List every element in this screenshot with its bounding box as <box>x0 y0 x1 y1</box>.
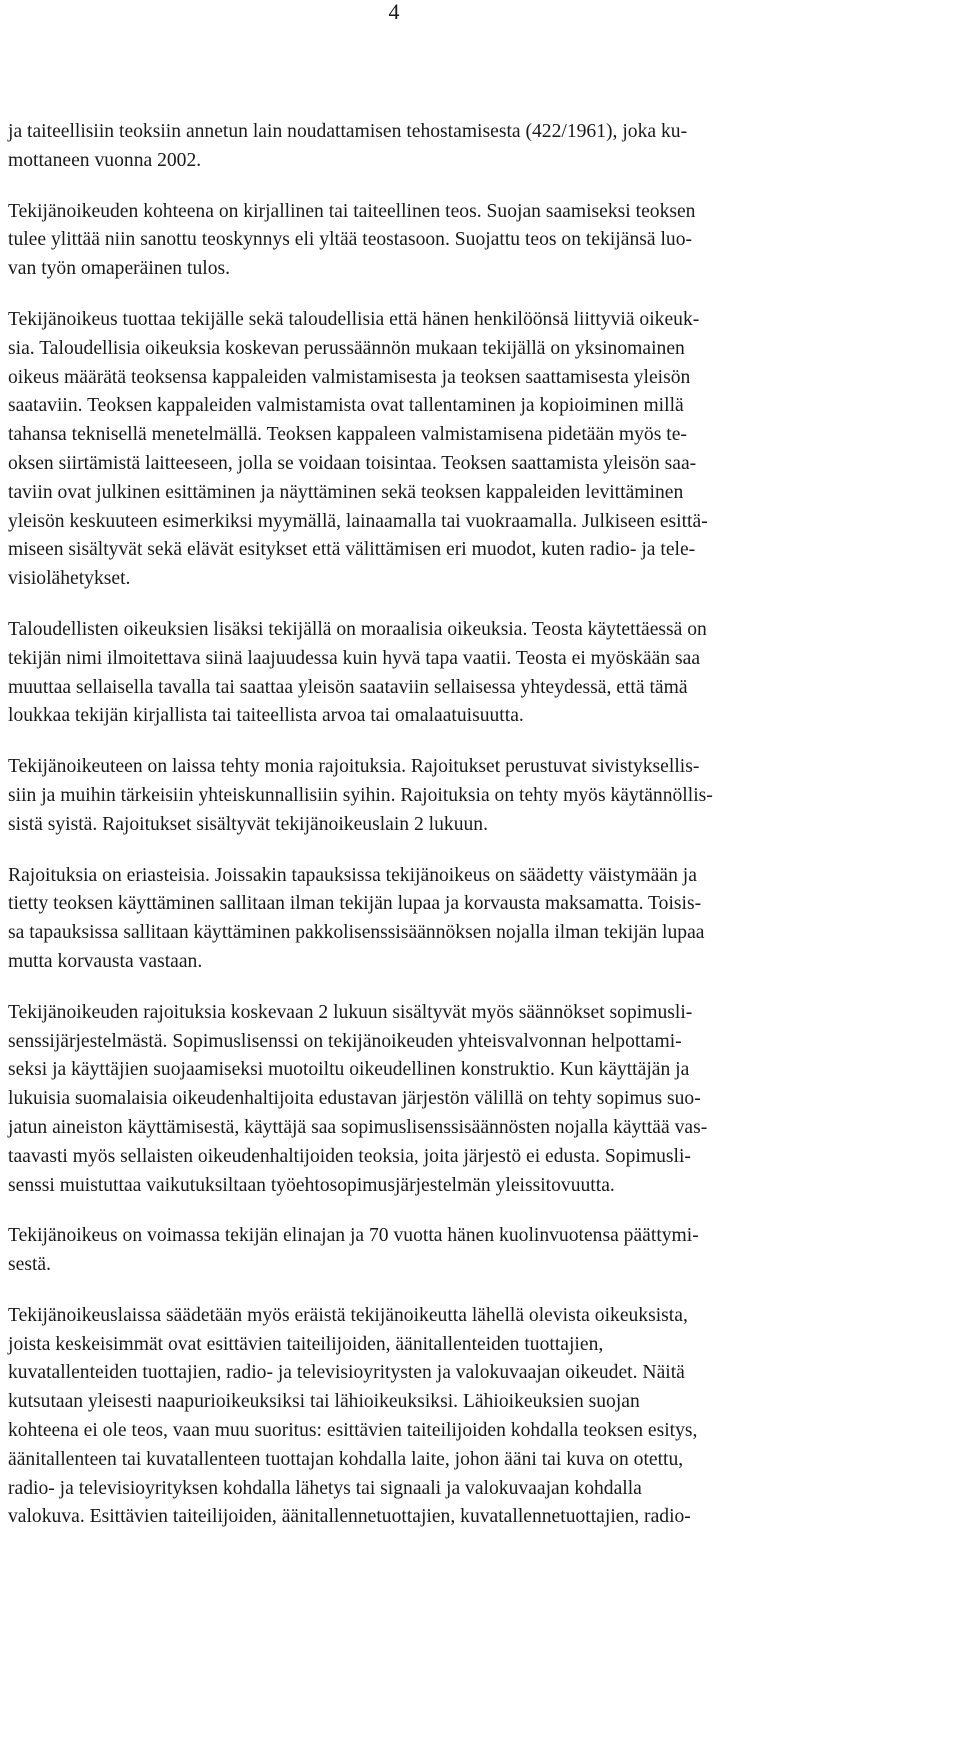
text-line: radio- ja televisioyrityksen kohdalla lähetys tai signaali ja valokuvaajan kohdalla <box>8 1477 642 1499</box>
text-line: sistä syistä. Rajoitukset sisältyvät tekijänoikeuslain 2 lukuun. <box>8 813 488 835</box>
text-line: kohteena ei ole teos, vaan muu suoritus: esittävien taiteilijoiden kohdalla teoksen esitys, <box>8 1420 698 1442</box>
paragraph <box>8 862 958 977</box>
text-line: saataviin. Teoksen kappaleiden valmistamista ovat tallentaminen ja kopioiminen millä <box>8 395 684 417</box>
text-line: seksi ja käyttäjien suojaamiseksi muotoiltu oikeudellinen konstruktio. Kun käyttäjän ja <box>8 1059 690 1081</box>
text-line: senssijärjestelmästä. Sopimuslisenssi on tekijänoikeuden yhteisvalvonnan helpottami- <box>8 1030 682 1052</box>
text-line: sestä. <box>8 1254 51 1276</box>
text-line: joista keskeisimmät ovat esittävien taiteilijoiden, äänitallenteiden tuottajien, <box>8 1333 604 1355</box>
paragraph <box>8 999 958 1201</box>
paragraph <box>8 198 958 284</box>
text-line: ja taiteellisiin teoksiin annetun lain noudattamisen tehostamisesta (422/1961), joka ku- <box>8 121 688 142</box>
paragraph <box>8 616 958 731</box>
text-line: lukuisia suomalaisia oikeudenhaltijoita edustavan järjestön välillä on tehty sopimus suo- <box>8 1088 701 1110</box>
text-line: oikeus määrätä teoksensa kappaleiden valmistamisesta ja teoksen saattamisesta yleisön <box>8 366 691 388</box>
text-line: valokuva. Esittävien taiteilijoiden, äänitallennetuottajien, kuvatallennetuottajien, radio- <box>8 1506 691 1528</box>
text-line: mottaneen vuonna 2002. <box>8 149 202 171</box>
page-number: 4 <box>388 0 400 24</box>
paragraph <box>8 118 958 176</box>
document-body <box>8 118 958 1554</box>
text-line: äänitallenteen tai kuvatallenteen tuottajan kohdalla laite, johon ääni tai kuva on otettu, <box>8 1448 684 1470</box>
paragraph <box>8 753 958 839</box>
text-line: kuvatallenteiden tuottajien, radio- ja televisioyritysten ja valokuvaajan oikeudet. Näitä <box>8 1362 685 1384</box>
text-line: Tekijänoikeus on voimassa tekijän elinajan ja 70 vuotta hänen kuolinvuotensa päättymi- <box>8 1225 699 1247</box>
paragraph <box>8 306 958 594</box>
text-line: tietty teoksen käyttäminen sallitaan ilman tekijän lupaa ja korvausta maksamatta. Toisis- <box>8 893 702 915</box>
text-line: sa tapauksissa sallitaan käyttäminen pakkolisenssisäännöksen nojalla ilman tekijän lupaa <box>8 922 705 944</box>
text-line: Tekijänoikeuteen on laissa tehty monia rajoituksia. Rajoitukset perustuvat sivistyksellis- <box>8 756 700 778</box>
text-line: taviin ovat julkinen esittäminen ja näyttäminen sekä teoksen kappaleiden levittäminen <box>8 481 684 503</box>
text-line: siin ja muihin tärkeisiin yhteiskunnallisiin syihin. Rajoituksia on tehty myös käytännöllis- <box>8 784 713 806</box>
text-line: loukkaa tekijän kirjallista tai taiteellista arvoa tai omalaatuisuutta. <box>8 705 524 727</box>
text-line: Tekijänoikeuden kohteena on kirjallinen tai taiteellinen teos. Suojan saamiseksi teoksen <box>8 200 696 222</box>
text-line: sia. Taloudellisia oikeuksia koskevan perussäännön mukaan tekijällä on yksinomainen <box>8 337 685 359</box>
text-line: Taloudellisten oikeuksien lisäksi tekijällä on moraalisia oikeuksia. Teosta käytettäessä on <box>8 618 707 640</box>
text-line: senssi muistuttaa vaikutuksiltaan työehtosopimusjärjestelmän yleissitovuutta. <box>8 1174 615 1196</box>
text-line: visiolähetykset. <box>8 568 131 590</box>
paragraph <box>8 1222 958 1280</box>
text-line: oksen siirtämistä laitteeseen, jolla se voidaan toisintaa. Teoksen saattamista yleisön saa- <box>8 452 697 474</box>
text-line: yleisön keskuuteen esimerkiksi myymällä, lainaamalla tai vuokraamalla. Julkiseen esittä- <box>8 510 708 532</box>
text-line: tekijän nimi ilmoitettava siinä laajuudessa kuin hyvä tapa vaatii. Teosta ei myöskään saa <box>8 647 701 669</box>
text-line: kutsutaan yleisesti naapurioikeuksiksi tai lähioikeuksiksi. Lähioikeuksien suojan <box>8 1391 640 1413</box>
text-line: taavasti myös sellaisten oikeudenhaltijoiden teoksia, joita järjestö ei edusta. Sopimusli- <box>8 1145 691 1167</box>
text-line: van työn omaperäinen tulos. <box>8 258 231 280</box>
text-line: jatun aineiston käyttämisestä, käyttäjä saa sopimuslisenssisäännösten nojalla käyttää vas- <box>8 1116 708 1138</box>
text-line: Tekijänoikeus tuottaa tekijälle sekä taloudellisia että hänen henkilöönsä liittyviä oikeuk- <box>8 308 700 330</box>
text-line: tulee ylittää niin sanottu teoskynnys eli yltää teostasoon. Suojattu teos on tekijänsä luo- <box>8 229 693 251</box>
text-line: Rajoituksia on eriasteisia. Joissakin tapauksissa tekijänoikeus on säädetty väistymään ja <box>8 864 697 886</box>
paragraph <box>8 1302 958 1532</box>
text-line: tahansa teknisellä menetelmällä. Teoksen kappaleen valmistamisena pidetään myös te- <box>8 424 687 446</box>
text-line: Tekijänoikeuden rajoituksia koskevaan 2 lukuun sisältyvät myös säännökset sopimusli- <box>8 1001 693 1023</box>
text-line: Tekijänoikeuslaissa säädetään myös eräistä tekijänoikeutta lähellä olevista oikeuksista, <box>8 1304 688 1326</box>
text-line: miseen sisältyvät sekä elävät esitykset että välittämisen eri muodot, kuten radio- ja tele- <box>8 539 696 561</box>
text-line: mutta korvausta vastaan. <box>8 950 203 972</box>
text-line: muuttaa sellaisella tavalla tai saattaa yleisön saataviin sellaisessa yhteydessä, että tämä <box>8 676 688 698</box>
